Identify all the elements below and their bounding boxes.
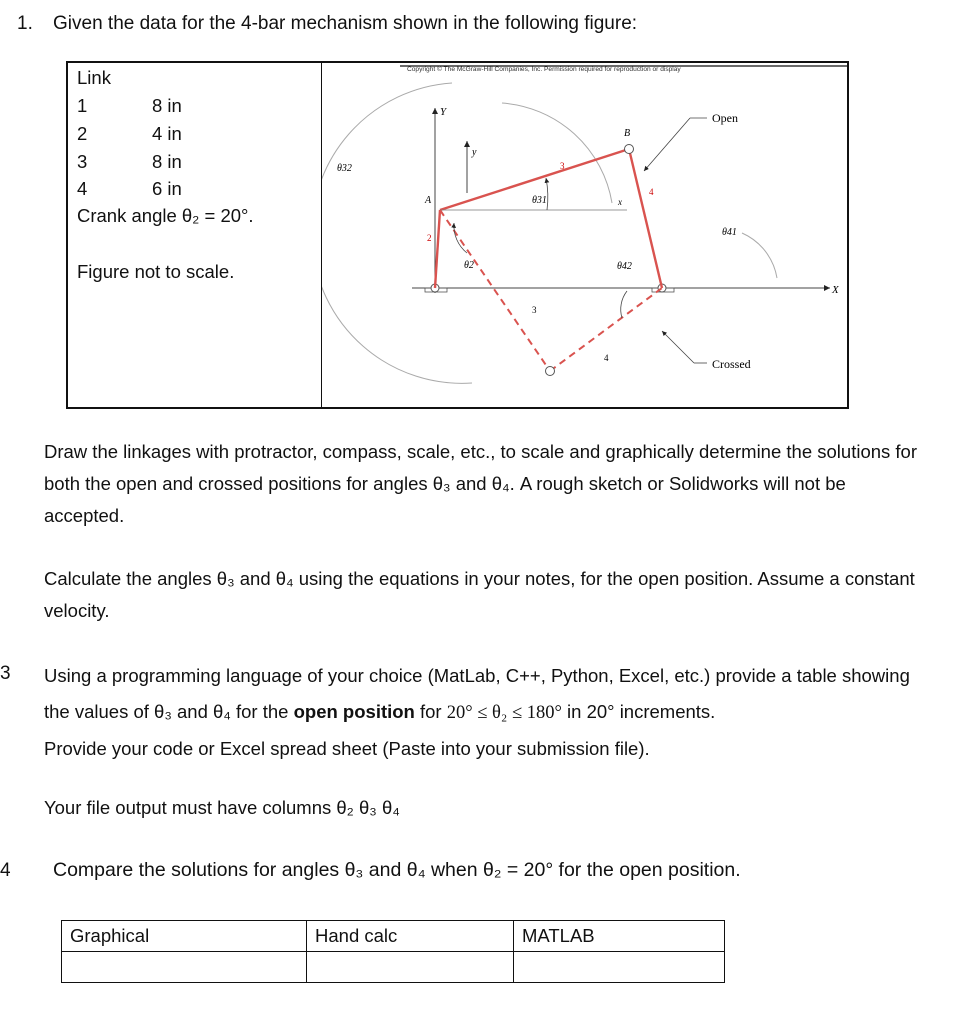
crank-angle: Crank angle θ₂ = 20°.: [77, 205, 254, 226]
label-link-4-open: 4: [649, 187, 654, 197]
four-bar-mechanism-figure: [322, 63, 847, 402]
theta2-arc: [454, 223, 467, 253]
label-link-2: 2: [427, 233, 432, 243]
graphical-instructions: Draw the linkages with protractor, compass, scale, etc., to scale and graphically determine the solutions for both the open and crossed positions for angles θ₃ and θ₄. A rough sketch or Solidworks will not be accepted.: [44, 441, 918, 526]
header-matlab: MATLAB: [514, 921, 725, 952]
programming-text-2: for: [414, 701, 447, 722]
problem-heading: [17, 13, 637, 35]
open-callout: [644, 118, 690, 171]
label-B: B: [624, 128, 631, 139]
comparison-header-row: [62, 921, 725, 952]
output-columns: Your file output must have columns θ₂ θ₃ θ₄: [44, 797, 400, 818]
programming-range: 20° ≤ θ₂ ≤ 180°: [446, 703, 562, 723]
theta42-arc: [621, 291, 627, 318]
link-data-cell: [67, 62, 322, 408]
copyright-text: Copyright © The McGraw-Hill Companies, Inc. Permission required for reproduction or display: [407, 66, 681, 73]
label-Y: Y: [440, 106, 447, 118]
given-data-table: [66, 61, 849, 409]
link-2-length: 4 in: [152, 123, 182, 144]
label-theta2: θ2: [464, 260, 474, 271]
programming-instructions: [44, 658, 934, 767]
comparison-value-row: [62, 952, 725, 983]
link-4-id: 4: [77, 178, 88, 199]
label-open: Open: [712, 111, 738, 125]
figure-note: Figure not to scale.: [77, 261, 235, 282]
label-theta41: θ41: [722, 227, 737, 238]
pin-B: [625, 145, 634, 154]
link-header: Link: [77, 67, 111, 88]
header-graphical: Graphical: [62, 921, 307, 952]
link-1-id: 1: [77, 95, 88, 116]
link-1-length: 8 in: [152, 95, 182, 116]
compare-instructions: Compare the solutions for angles θ₃ and θ₄ when θ₂ = 20° for the open position.: [53, 859, 741, 881]
label-x: x: [618, 197, 622, 207]
label-theta42: θ42: [617, 261, 632, 272]
label-link-3-crossed: 3: [532, 305, 537, 315]
header-hand-calc: Hand calc: [307, 921, 514, 952]
label-crossed: Crossed: [712, 357, 751, 371]
programming-text-1: Using a programming language of your choice (MatLab, C++, Python, Excel, etc.) provide a table showing the values of θ₃ and θ₄ for the: [44, 665, 910, 722]
label-y: y: [472, 147, 477, 158]
label-theta31: θ31: [532, 195, 547, 206]
label-X: X: [832, 284, 839, 296]
cell-matlab[interactable]: [514, 952, 725, 983]
link-3-crossed: [440, 210, 550, 371]
pin-B-crossed: [546, 367, 555, 376]
link-2-open: [435, 210, 440, 288]
cell-hand-calc[interactable]: [307, 952, 514, 983]
programming-line-3: Provide your code or Excel spread sheet (Paste into your submission file).: [44, 738, 650, 759]
link-4-length: 6 in: [152, 178, 182, 199]
problem-title: Given the data for the 4-bar mechanism shown in the following figure:: [53, 13, 638, 34]
theta41-arc: [742, 233, 777, 278]
mechanism-figure-cell: [322, 62, 849, 408]
margin-number-4: 4: [0, 860, 11, 881]
label-A: A: [425, 195, 432, 206]
label-theta32: θ32: [337, 163, 352, 174]
theta32-arc: [322, 83, 472, 383]
link-2-id: 2: [77, 123, 88, 144]
programming-text-3: in 20° increments.: [561, 701, 716, 722]
label-link-4-crossed: 4: [604, 353, 609, 363]
programming-bold: open position: [293, 701, 415, 722]
problem-number: 1.: [17, 13, 33, 34]
theta31-arc: [502, 103, 612, 203]
link-3-length: 8 in: [152, 151, 182, 172]
calculation-instructions: Calculate the angles θ₃ and θ₄ using the equations in your notes, for the open position. Assume a constant velocity.: [44, 568, 915, 621]
crossed-callout: [662, 331, 694, 363]
label-link-3-open: 3: [560, 161, 565, 171]
cell-graphical[interactable]: [62, 952, 307, 983]
link-3-id: 3: [77, 151, 88, 172]
margin-number-3: 3: [0, 663, 11, 684]
comparison-table: [61, 920, 725, 983]
